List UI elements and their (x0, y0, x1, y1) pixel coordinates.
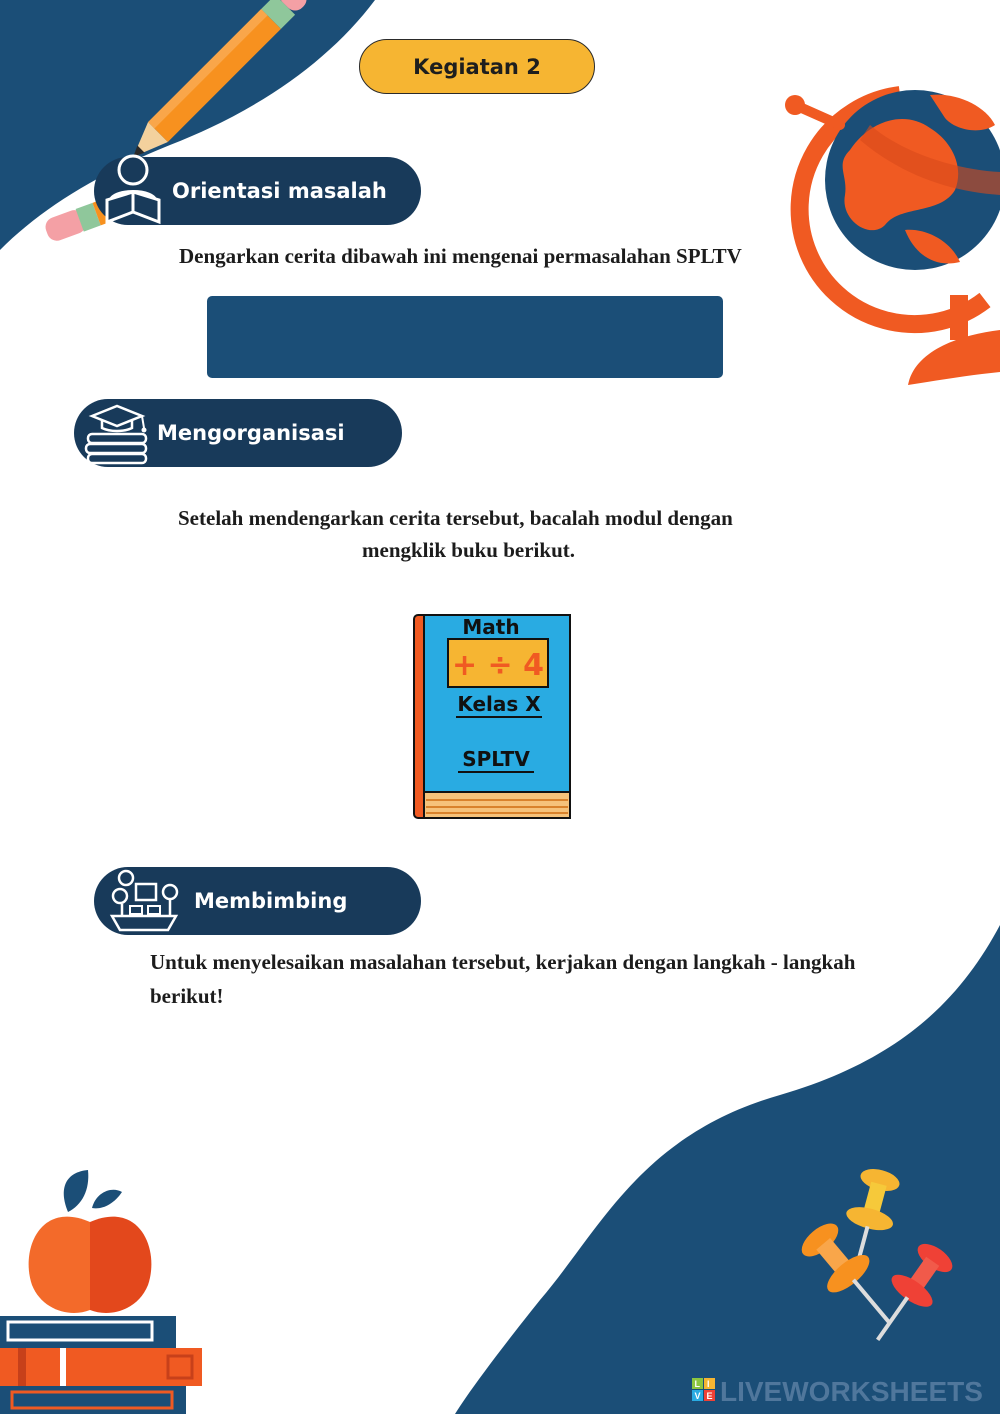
badge-letter-i: I (707, 1379, 710, 1389)
liveworksheets-watermark (690, 1374, 990, 1408)
watermark-text: LIVEWORKSHEETS (720, 1376, 983, 1407)
badge-letter-v: V (694, 1391, 701, 1401)
section-mengorganisasi-label: Mengorganisasi (157, 421, 345, 445)
organisasi-instruction-line1: Setelah mendengarkan cerita tersebut, bacalah modul dengan (178, 506, 733, 530)
activity-title: Kegiatan 2 (359, 39, 595, 94)
badge-letter-l: L (694, 1379, 700, 1389)
organisasi-instruction-line2: mengklik buku berikut. (362, 538, 575, 562)
orientasi-instruction: Dengarkan cerita dibawah ini mengenai permasalahan SPLTV (179, 244, 742, 268)
book-title: Math (462, 615, 520, 639)
section-membimbing-label: Membimbing (194, 889, 348, 913)
badge-letter-e: E (706, 1391, 713, 1401)
book-math-symbols: + ÷ 4 (451, 648, 545, 683)
membimbing-instruction-line2: berikut! (150, 984, 224, 1008)
section-orientasi-label: Orientasi masalah (172, 179, 387, 203)
book-topic: SPLTV (462, 747, 530, 771)
membimbing-instruction-line1: Untuk menyelesaikan masalahan tersebut, kerjakan dengan langkah - langkah (150, 950, 856, 974)
book-grade: Kelas X (457, 692, 541, 716)
